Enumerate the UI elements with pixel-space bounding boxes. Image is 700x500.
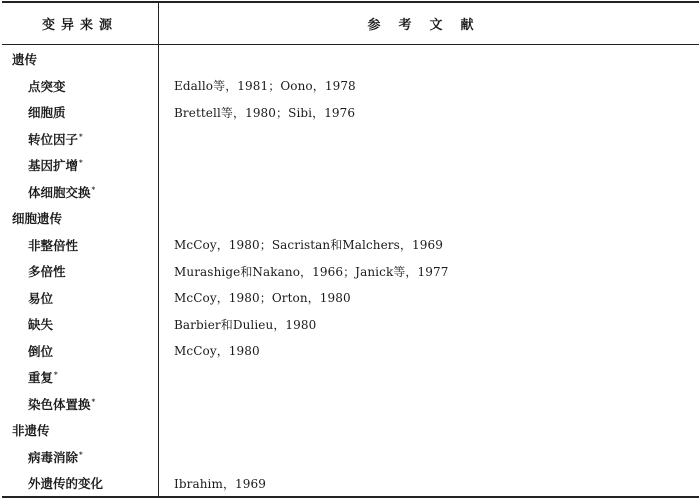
category-label — [2, 421, 158, 439]
reference-text: Brettell等，1980；Sibi，1976 — [174, 105, 356, 120]
source-text: 细胞质 — [28, 105, 66, 121]
reference-text: McCoy，1980 — [174, 344, 260, 359]
variation-source-label — [2, 183, 158, 201]
table-row — [2, 205, 699, 232]
variation-source-label — [2, 315, 158, 333]
table-row — [2, 258, 699, 285]
reference-text: Murashige和Nakano，1966；Janick等，1977 — [174, 264, 449, 279]
category-label — [2, 50, 158, 68]
source-text: 细胞遗传 — [12, 211, 63, 227]
source-text: 缺失 — [28, 317, 54, 333]
variation-source-label — [2, 130, 158, 148]
table-row — [2, 232, 699, 259]
source-text: 转位因子 — [28, 131, 79, 147]
variation-source-label — [2, 395, 158, 413]
source-text: 病毒消除 — [28, 449, 79, 465]
variation-source-label — [2, 448, 158, 466]
reference-text: McCoy，1980；Sacristan和Malchers，1969 — [174, 238, 443, 253]
footnote-mark: * — [79, 449, 83, 459]
table-row — [2, 444, 699, 471]
source-text: 多倍性 — [28, 264, 66, 280]
table-body — [2, 46, 699, 497]
source-text: 外遗传的变化 — [28, 476, 104, 492]
source-text: 基因扩增 — [28, 158, 79, 174]
table-row — [2, 152, 699, 179]
table-row — [2, 126, 699, 153]
column-header-variation-source: 变异来源 — [41, 18, 118, 33]
source-text: 遗传 — [12, 52, 38, 68]
variation-source-label — [2, 103, 158, 121]
source-text: 倒位 — [28, 343, 54, 359]
footnote-mark: * — [79, 158, 83, 168]
table-row — [2, 46, 699, 73]
table-row — [2, 364, 699, 391]
footnote-mark: * — [54, 370, 58, 380]
variation-source-label — [2, 289, 158, 307]
source-text: 重复 — [28, 370, 54, 386]
table-row — [2, 311, 699, 338]
source-text: 体细胞交换 — [28, 184, 91, 200]
reference-text: Ibrahim，1969 — [174, 476, 266, 491]
reference-text: Edallo等，1981；Oono，1978 — [174, 79, 356, 94]
table-row — [2, 285, 699, 312]
table-row — [2, 391, 699, 418]
footnote-mark: * — [91, 396, 96, 406]
source-text: 易位 — [28, 290, 54, 306]
footnote-mark: * — [79, 131, 83, 141]
variation-source-label — [2, 474, 158, 492]
table-header-rule — [2, 44, 699, 45]
source-text: 非遗传 — [12, 423, 50, 439]
table-row — [2, 73, 699, 100]
variation-source-label — [2, 77, 158, 95]
source-text: 染色体置换 — [28, 396, 91, 412]
variation-source-label — [2, 236, 158, 254]
variation-source-label — [2, 368, 158, 386]
variation-source-label — [2, 262, 158, 280]
table-row — [2, 417, 699, 444]
category-label — [2, 209, 158, 227]
column-header-references: 参考文献 — [367, 18, 492, 33]
table-row — [2, 99, 699, 126]
table-row — [2, 179, 699, 206]
source-text: 非整倍性 — [28, 237, 79, 253]
table-row — [2, 470, 699, 497]
source-text: 点突变 — [28, 78, 66, 94]
variation-source-label — [2, 342, 158, 360]
footnote-mark: * — [91, 184, 96, 194]
variation-source-label — [2, 156, 158, 174]
reference-text: McCoy，1980；Orton，1980 — [174, 291, 351, 306]
reference-text: Barbier和Dulieu，1980 — [174, 317, 317, 332]
table-row — [2, 338, 699, 365]
